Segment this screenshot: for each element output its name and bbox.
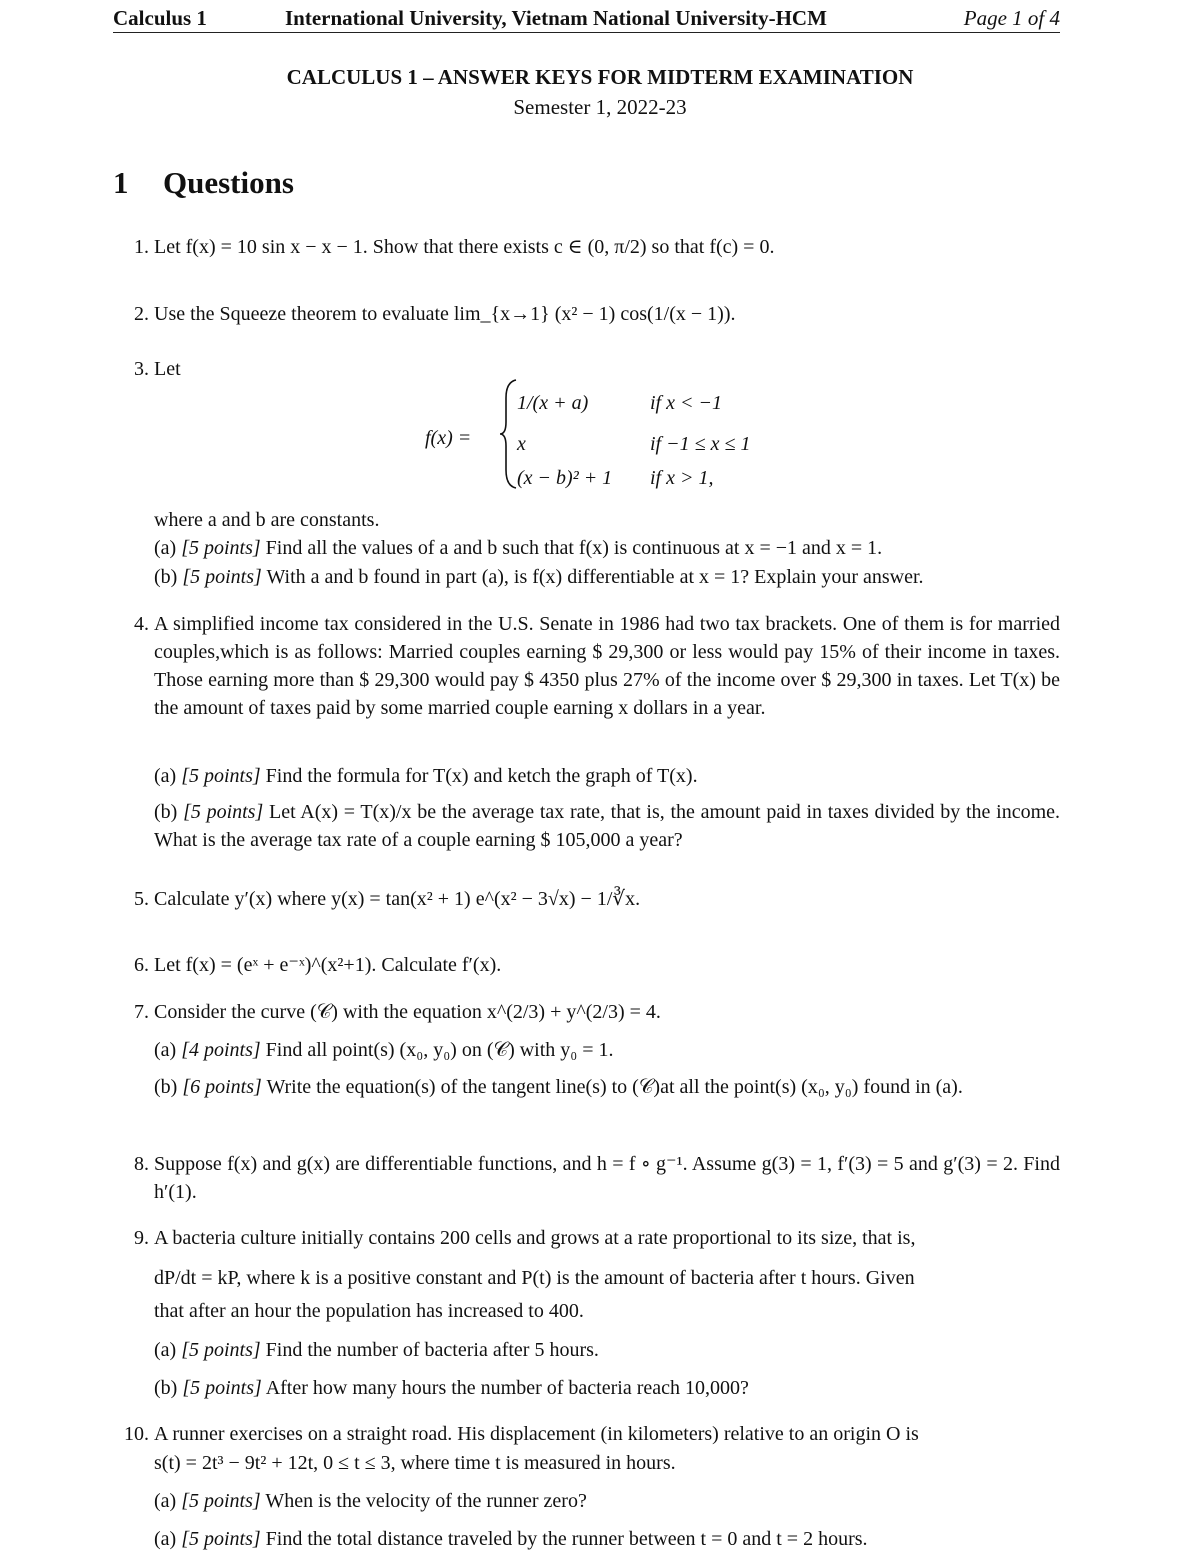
part-text: Find all point(s) (x₀, y₀) on (𝒞) with y₀ = 1.: [265, 1039, 614, 1061]
question-text: Let f(x) = 10 sin x − x − 1. Show that there exists c ∈ (0, π/2) so that f(c) = 0.: [154, 236, 775, 258]
question-number: 8.: [134, 1153, 149, 1175]
q7-part-b: [154, 1073, 1060, 1101]
q9-text-line-2: dP/dt = kP, where k is a positive constant and P(t) is the amount of bacteria after t hours. Given: [154, 1267, 915, 1289]
page-header: [113, 4, 1060, 33]
q9-part-a: [154, 1336, 1060, 1364]
case-2-condition: if −1 ≤ x ≤ 1: [650, 433, 751, 455]
case-3-condition: if x > 1,: [650, 467, 714, 489]
part-label: (a): [154, 1339, 177, 1361]
part-points: [5 points]: [181, 1339, 261, 1361]
part-label: (a): [154, 1528, 177, 1550]
q10-text-line-2: s(t) = 2t³ − 9t² + 12t, 0 ≤ t ≤ 3, where time t is measured in hours.: [154, 1452, 676, 1474]
q3-where-text: where a and b are constants.: [154, 509, 380, 531]
case-2-expression: x: [517, 433, 526, 455]
case-1-condition: if x < −1: [650, 392, 722, 414]
question-text: Calculate y′(x) where y(x) = tan(x² + 1) e^(x² − 3√x) − 1/∛x.: [154, 888, 641, 910]
case-1-expression: 1/(x + a): [517, 392, 589, 414]
part-text: Write the equation(s) of the tangent line(s) to (𝒞)at all the point(s) (x₀, y₀) found in (a).: [266, 1076, 963, 1098]
part-text: Find the number of bacteria after 5 hours.: [265, 1339, 599, 1361]
part-points: [5 points]: [182, 566, 262, 588]
question-text: Use the Squeeze theorem to evaluate lim_{x→1} (x² − 1) cos(1/(x − 1)).: [154, 303, 736, 325]
part-points: [5 points]: [181, 765, 261, 787]
q9-part-b: [154, 1374, 1060, 1402]
part-label: (b): [154, 566, 178, 588]
q3-part-b: [154, 563, 1060, 591]
piecewise-function-name: f(x) =: [425, 427, 472, 449]
part-text: Find the total distance traveled by the runner between t = 0 and t = 2 hours.: [265, 1528, 868, 1550]
part-label: (a): [154, 537, 177, 559]
part-text: Find the formula for T(x) and ketch the graph of T(x).: [265, 765, 698, 787]
document-title: CALCULUS 1 – ANSWER KEYS FOR MIDTERM EXAMINATION: [286, 65, 914, 89]
question-number: 7.: [134, 1001, 149, 1023]
part-points: [5 points]: [183, 801, 264, 823]
part-points: [5 points]: [182, 1377, 262, 1399]
part-text: When is the velocity of the runner zero?: [265, 1490, 587, 1512]
question-number: 4.: [134, 613, 149, 635]
question-text: Let f(x) = (eˣ + e⁻ˣ)^(x²+1). Calculate f′(x).: [154, 954, 502, 976]
section-number: 1: [113, 165, 129, 200]
header-university: International University, Vietnam National University-HCM: [285, 6, 827, 30]
part-label: (b): [154, 801, 178, 823]
part-label: (a): [154, 765, 177, 787]
question-number: 3.: [134, 358, 149, 380]
part-text: Find all the values of a and b such that f(x) is continuous at x = −1 and x = 1.: [265, 537, 883, 559]
document-subtitle: Semester 1, 2022-23: [513, 95, 687, 119]
part-points: [4 points]: [181, 1039, 261, 1061]
part-text: With a and b found in part (a), is f(x) differentiable at x = 1? Explain your answer.: [266, 566, 924, 588]
question-text-line-1: A runner exercises on a straight road. His displacement (in kilometers) relative to an origin O is: [154, 1423, 919, 1445]
header-course: Calculus 1: [113, 6, 207, 30]
q4-part-a: [154, 762, 1060, 790]
question-number: 5.: [134, 888, 149, 910]
q10-part-b: [154, 1525, 1060, 1553]
question-number: 2.: [134, 303, 149, 325]
part-label: (b): [154, 1076, 178, 1098]
q7-part-a: [154, 1036, 1060, 1064]
q9-text-line-3: that after an hour the population has increased to 400.: [154, 1300, 584, 1322]
question-text-line-1: A bacteria culture initially contains 200 cells and grows at a rate proportional to its size, that is,: [154, 1227, 916, 1249]
part-points: [5 points]: [181, 537, 261, 559]
part-points: [5 points]: [181, 1528, 261, 1550]
section-heading: [113, 165, 294, 201]
question-number: 10.: [124, 1423, 149, 1445]
part-points: [6 points]: [182, 1076, 262, 1098]
question-intro: Let: [154, 358, 181, 380]
part-label: (a): [154, 1039, 177, 1061]
section-title: Questions: [163, 165, 294, 200]
part-text: Let A(x) = T(x)/x be the average tax rate, that is, the amount paid in taxes divided by the income. What is the average tax rate of a couple earning $ 105,000 a year?: [154, 801, 1061, 851]
question-number: 1.: [134, 236, 149, 258]
q10-part-a: [154, 1487, 1060, 1515]
question-text: A simplified income tax considered in the U.S. Senate in 1986 had two tax brackets. One of them is for married couples,which is as follows: Married couples earning $ 29,300 or less would pay 15% of their income in taxes. Those earning more than $ 29,300 would pay $ 4350 plus 27% of the income over $ 29,300 in taxes. Let T(x) be the amount of taxes paid by some married couple earning x dollars in a year.: [154, 613, 1060, 719]
question-text: Consider the curve (𝒞) with the equation x^(2/3) + y^(2/3) = 4.: [154, 1001, 661, 1023]
part-label: (a): [154, 1490, 177, 1512]
q3-part-a: [154, 534, 1060, 562]
q4-part-b: [154, 798, 1060, 854]
part-text: After how many hours the number of bacteria reach 10,000?: [265, 1377, 749, 1399]
header-page-number: Page 1 of 4: [963, 6, 1060, 30]
part-points: [5 points]: [181, 1490, 261, 1512]
case-3-expression: (x − b)² + 1: [517, 467, 613, 489]
question-number: 9.: [134, 1227, 149, 1249]
question-number: 6.: [134, 954, 149, 976]
question-text: Suppose f(x) and g(x) are differentiable functions, and h = f ∘ g⁻¹. Assume g(3) = 1, f′(3) = 5 and g′(3) = 2. Find h′(1).: [154, 1153, 1060, 1203]
part-label: (b): [154, 1377, 178, 1399]
